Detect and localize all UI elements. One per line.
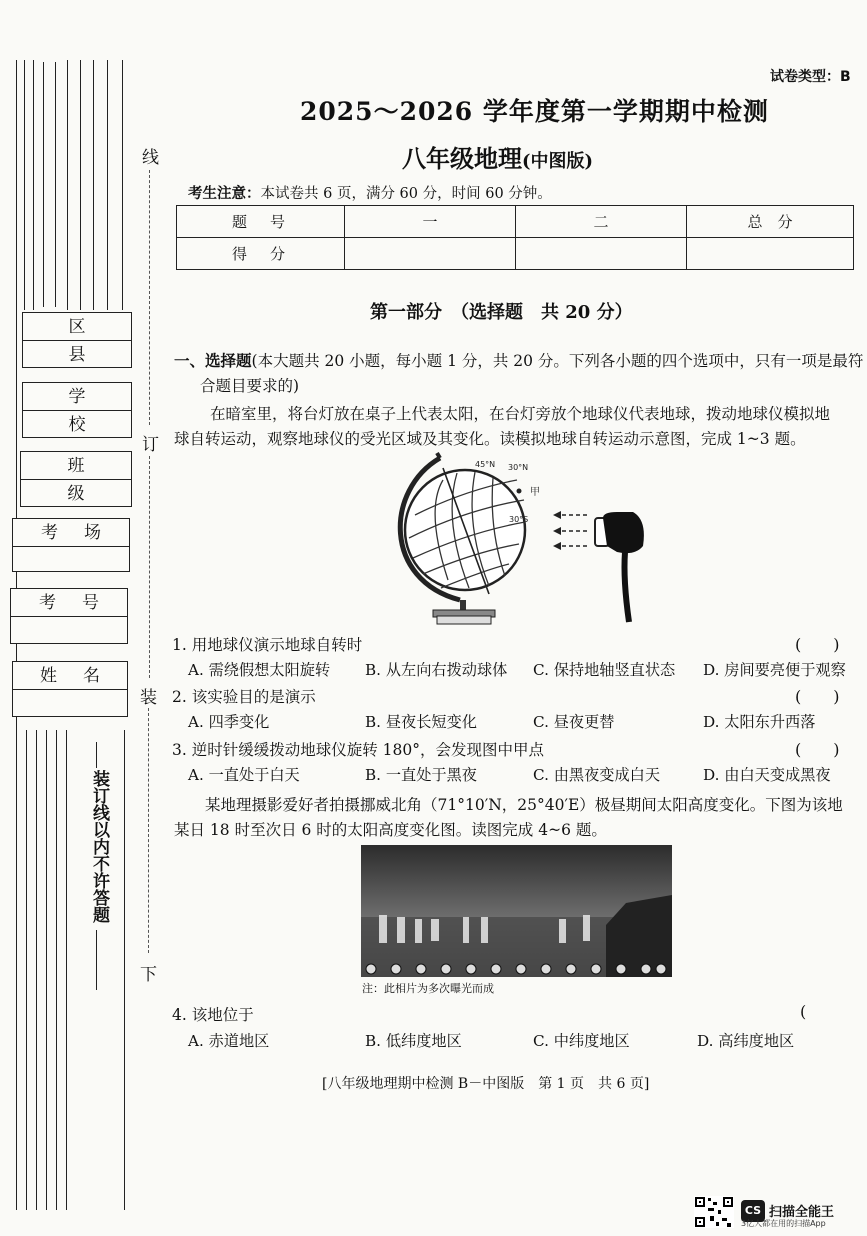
field-name[interactable] xyxy=(12,661,128,717)
table-cell: 二 xyxy=(516,206,687,238)
field-label: 姓名 xyxy=(13,662,127,690)
binding-strip xyxy=(0,0,165,1228)
q4-option-a[interactable]: A. 赤道地区 xyxy=(188,1032,270,1050)
answer-paren[interactable]: ( ) xyxy=(795,740,840,759)
question-1-stem: 1. 用地球仪演示地球自转时 xyxy=(172,636,363,654)
lat-label-30s: 30°S xyxy=(509,515,529,524)
score-input[interactable] xyxy=(516,238,687,270)
cut-line xyxy=(149,170,150,425)
midnight-sun-photo xyxy=(361,845,672,977)
section-heading: 一、选择题 xyxy=(174,351,252,370)
binding-mark-ding: 订 xyxy=(142,435,159,455)
context-line: 在暗室里，将台灯放在桌子上代表太阳，在台灯旁放个地球仪代表地球，拨动地球仪模拟地 xyxy=(210,405,831,423)
score-input[interactable] xyxy=(687,238,854,270)
watermark-brand: 扫描全能王 xyxy=(769,1205,835,1220)
binding-mark-zhuang: 装 xyxy=(140,688,157,708)
point-jia-label: 甲 xyxy=(530,487,540,498)
binding-line xyxy=(124,730,125,1210)
q3-option-d[interactable]: D. 由白天变成黑夜 xyxy=(703,766,831,784)
q1-option-c[interactable]: C. 保持地轴竖直状态 xyxy=(533,661,676,679)
answer-paren[interactable]: ( ) xyxy=(795,687,840,706)
table-cell: 题 号 xyxy=(177,206,345,238)
answer-paren[interactable]: ( ) xyxy=(795,635,840,654)
answer-paren[interactable]: ( xyxy=(800,1002,807,1021)
field-label: 考场 xyxy=(13,519,129,547)
q2-option-b[interactable]: B. 昼夜长短变化 xyxy=(365,713,477,731)
q4-option-c[interactable]: C. 中纬度地区 xyxy=(533,1032,630,1050)
lat-label-30n: 30°N xyxy=(508,463,529,472)
q2-option-a[interactable]: A. 四季变化 xyxy=(188,713,270,731)
watermark-tagline: 3亿人都在用的扫描App xyxy=(741,1219,826,1228)
table-cell: 得 分 xyxy=(177,238,345,270)
page-title: 2025～2026 学年度第一学期期中检测 xyxy=(300,97,769,126)
subtitle xyxy=(402,139,593,174)
q3-option-b[interactable]: B. 一直处于黑夜 xyxy=(365,766,477,784)
field-exam-room[interactable] xyxy=(12,518,130,572)
edition: (中图版) xyxy=(522,151,594,172)
cut-line xyxy=(149,456,150,678)
paper-type: 试卷类型：B xyxy=(770,69,851,85)
q1-option-a[interactable]: A. 需绕假想太阳旋转 xyxy=(188,661,331,679)
q3-option-a[interactable]: A. 一直处于白天 xyxy=(188,766,300,784)
field-label: 考号 xyxy=(11,589,127,617)
field-label: 学校 xyxy=(23,383,131,411)
field-school[interactable] xyxy=(22,382,132,438)
instructions-line: (本大题共 20 小题，每小题 1 分，共 20 分。下列各小题的四个选项中，只有一项是最符 xyxy=(251,352,864,370)
notice-label: 考生注意： xyxy=(188,185,261,202)
table-row xyxy=(177,238,854,270)
binding-line xyxy=(93,60,94,310)
field-label: 区县 xyxy=(23,313,131,341)
field-exam-number[interactable] xyxy=(10,588,128,644)
field-class[interactable] xyxy=(20,451,132,507)
exam-notice xyxy=(188,182,552,203)
score-input[interactable] xyxy=(345,238,516,270)
binding-line xyxy=(36,730,37,1210)
binding-line xyxy=(46,730,47,1210)
dash-line xyxy=(96,742,97,768)
table-cell: 一 xyxy=(345,206,516,238)
question-4-stem: 4. 该地位于 xyxy=(172,1006,254,1024)
binding-line xyxy=(66,730,67,1210)
subject: 八年级地理 xyxy=(402,144,522,173)
lat-label-45n: 45°N xyxy=(475,460,496,469)
binding-mark-xian: 线 xyxy=(142,148,159,168)
context-line: 球自转运动，观察地球仪的受光区域及其变化。读模拟地球自转运动示意图，完成 1~3 题。 xyxy=(174,430,806,448)
binding-mark-xia: 下 xyxy=(140,965,157,985)
globe-sphere xyxy=(405,468,525,594)
part-title: 第一部分 （选择题 共 20 分） xyxy=(370,302,633,323)
field-district[interactable] xyxy=(22,312,132,368)
q2-option-c[interactable]: C. 昼夜更替 xyxy=(533,713,615,731)
context-line: 某地理摄影爱好者拍摄挪威北角（71°10′N，25°40′E）极昼期间太阳高度变化。下图为该地 xyxy=(205,796,843,814)
notice-text: 本试卷共 6 页，满分 60 分，时间 60 分钟。 xyxy=(260,186,552,202)
binding-line xyxy=(43,62,44,307)
camscanner-logo: CS xyxy=(741,1200,765,1222)
dash-line xyxy=(96,930,97,990)
photo-caption: 注：此相片为多次曝光而成 xyxy=(362,982,494,995)
context-line: 某日 18 时至次日 6 时的太阳高度变化图。读图完成 4~6 题。 xyxy=(174,821,607,839)
binding-line xyxy=(67,60,68,310)
q1-option-d[interactable]: D. 房间要亮便于观察 xyxy=(703,661,846,679)
table-cell: 总 分 xyxy=(687,206,854,238)
binding-line xyxy=(33,60,34,310)
binding-line xyxy=(56,730,57,1210)
section-instructions xyxy=(174,348,864,374)
q3-option-c[interactable]: C. 由黑夜变成白天 xyxy=(533,766,661,784)
question-3-stem: 3. 逆时针缓缓拨动地球仪旋转 180°，会发现图中甲点 xyxy=(172,741,544,759)
light-arrows xyxy=(553,511,587,550)
q4-option-d[interactable]: D. 高纬度地区 xyxy=(697,1032,795,1050)
binding-line xyxy=(122,60,123,310)
binding-line xyxy=(80,60,81,310)
field-label: 班级 xyxy=(21,452,131,480)
globe-figure xyxy=(385,450,665,630)
binding-warning: 装订线以内不许答题 xyxy=(89,770,109,923)
q1-option-b[interactable]: B. 从左向右拨动球体 xyxy=(365,661,508,679)
q4-option-b[interactable]: B. 低纬度地区 xyxy=(365,1032,462,1050)
binding-line xyxy=(26,730,27,1210)
q2-option-d[interactable]: D. 太阳东升西落 xyxy=(703,713,816,731)
binding-line xyxy=(107,60,108,310)
qr-code-icon xyxy=(694,1196,734,1236)
desk-lamp xyxy=(595,512,644,622)
cut-line xyxy=(148,708,149,953)
page-footer: [八年级地理期中检测 B－中图版 第 1 页 共 6 页] xyxy=(322,1076,650,1092)
question-2-stem: 2. 该实验目的是演示 xyxy=(172,688,316,706)
instructions-line: 合题目要求的) xyxy=(200,377,300,395)
binding-line xyxy=(24,60,25,310)
score-table xyxy=(176,205,854,270)
binding-line xyxy=(55,62,56,307)
table-row xyxy=(177,206,854,238)
